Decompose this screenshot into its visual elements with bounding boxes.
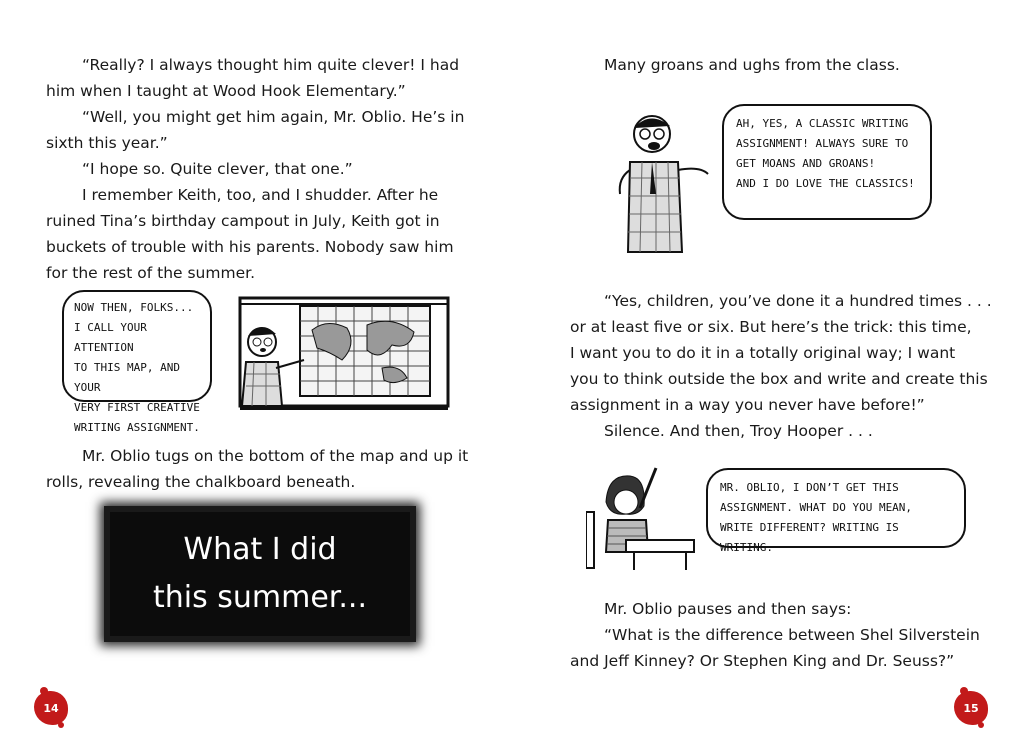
paragraph: “What is the difference between Shel Silverstein [604, 626, 980, 644]
paragraph: him when I taught at Wood Hook Elementary.” [46, 82, 406, 100]
paragraph: Many groans and ughs from the class. [604, 56, 900, 74]
paragraph: you to think outside the box and write and create this [570, 370, 988, 388]
paragraph: Silence. And then, Troy Hooper . . . [604, 422, 873, 440]
paragraph: I want you to do it in a totally original way; I want [570, 344, 956, 362]
paragraph: “Yes, children, you’ve done it a hundred times . . . [604, 292, 992, 310]
paragraph: “Really? I always thought him quite clever! I had [82, 56, 460, 74]
bubble-line: ASSIGNMENT. WHAT DO YOU MEAN, [720, 501, 913, 514]
bubble-line: WRITING ASSIGNMENT. [74, 421, 200, 434]
bubble-line: AH, YES, A CLASSIC WRITING [736, 117, 909, 130]
bubble-line: I CALL YOUR ATTENTION [74, 321, 147, 354]
bubble-line: WRITE DIFFERENT? WRITING IS WRITING. [720, 521, 899, 554]
bubble-line: TO THIS MAP, AND YOUR [74, 361, 180, 394]
teacher-speech-bubble [722, 104, 932, 220]
paragraph: sixth this year.” [46, 134, 168, 152]
paragraph: I remember Keith, too, and I shudder. After he [82, 186, 439, 204]
page-number-blot [34, 691, 68, 725]
chalkboard-line: What I did [183, 532, 337, 567]
page-number: 14 [43, 701, 59, 715]
paragraph: assignment in a way you never have before!” [570, 396, 925, 414]
paragraph: “Well, you might get him again, Mr. Oblio. He’s in [82, 108, 465, 126]
bubble-line: NOW THEN, FOLKS... [74, 301, 194, 314]
chalkboard [110, 512, 410, 636]
bubble-line: VERY FIRST CREATIVE [74, 401, 200, 414]
paragraph: rolls, revealing the chalkboard beneath. [46, 473, 356, 491]
page-number-blot [954, 691, 988, 725]
chalkboard-line: this summer... [152, 580, 367, 615]
student-drawing [586, 462, 696, 572]
paragraph: Mr. Oblio pauses and then says: [604, 600, 852, 618]
student-speech-bubble [706, 468, 966, 554]
bubble-line: MR. OBLIO, I DON’T GET THIS [720, 481, 899, 494]
paragraph: “I hope so. Quite clever, that one.” [82, 160, 353, 178]
right-page [512, 0, 1024, 745]
bubble-line: ASSIGNMENT! ALWAYS SURE TO [736, 137, 909, 150]
paragraph: or at least five or six. But here’s the trick: this time, [570, 318, 972, 336]
paragraph: ruined Tina’s birthday campout in July, Keith got in [46, 212, 440, 230]
paragraph: Mr. Oblio tugs on the bottom of the map and up it [82, 447, 469, 465]
paragraph: and Jeff Kinney? Or Stephen King and Dr. Seuss?” [570, 652, 955, 670]
student-illustration [586, 462, 986, 572]
page-number: 15 [963, 701, 979, 715]
teacher-speech-bubble [62, 290, 212, 434]
bubble-line: GET MOANS AND GROANS! [736, 157, 876, 170]
teacher-classic-illustration [612, 104, 932, 264]
paragraph: for the rest of the summer. [46, 264, 255, 282]
paragraph: buckets of trouble with his parents. Nobody saw him [46, 238, 454, 256]
teacher-drawing [612, 104, 722, 264]
teacher-map-illustration [62, 290, 450, 434]
bubble-line: AND I DO LOVE THE CLASSICS! [736, 177, 915, 190]
